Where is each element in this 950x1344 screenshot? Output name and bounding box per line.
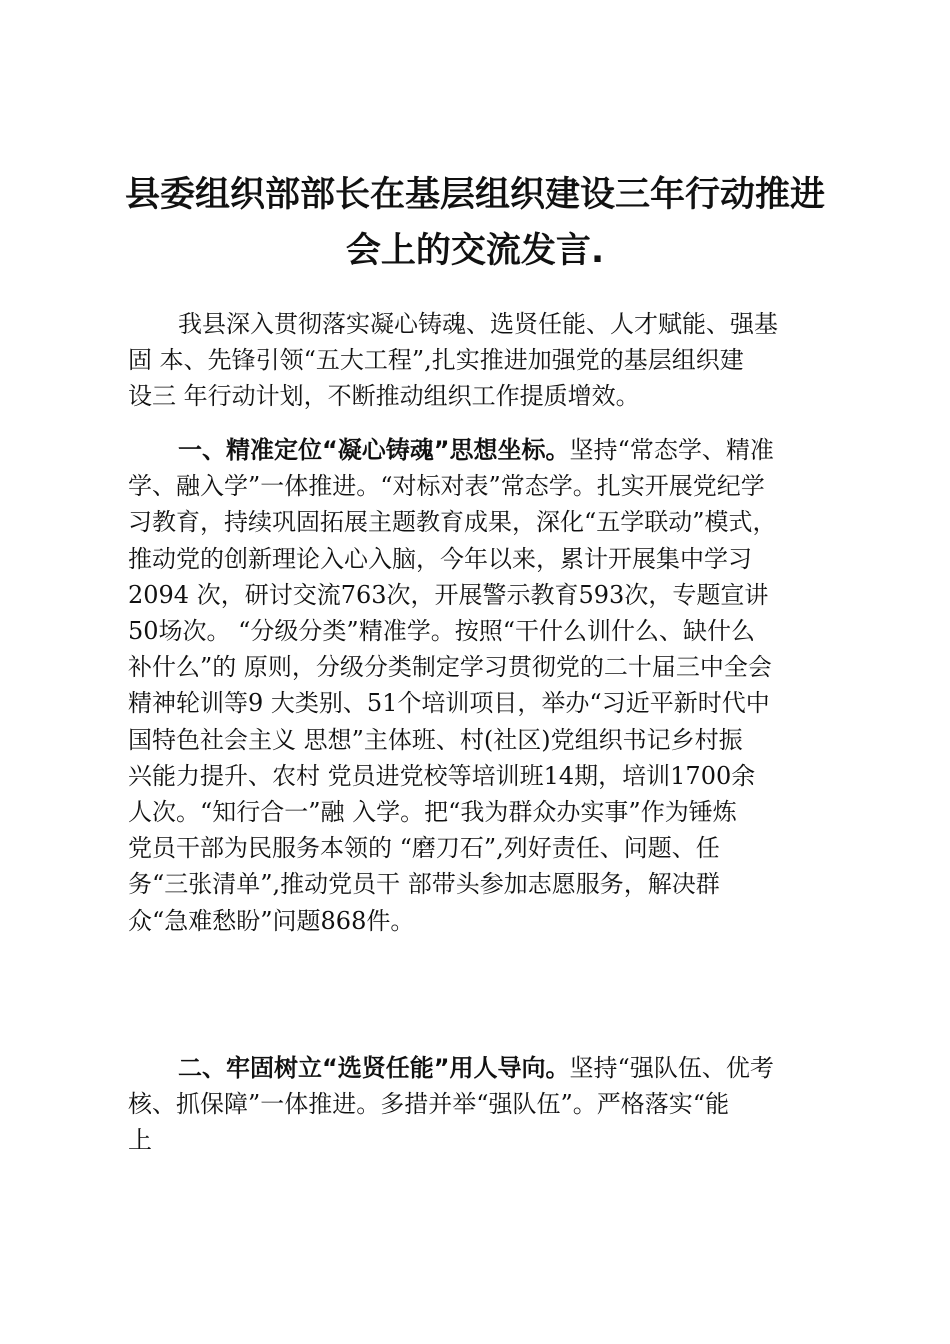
paragraph-line: 我县深入贯彻落实凝心铸魂、选贤任能、人才赋能、强基 xyxy=(178,310,778,338)
paragraph-line: 兴能力提升、农村 党员进党校等培训班14期，培训1700余 xyxy=(128,761,756,790)
paragraph-line: 党员干部为民服务本领的 “磨刀石”,列好责任、问题、任 xyxy=(128,834,720,863)
paragraph-line: 务“三张清单”,推动党员干 部带头参加志愿服务，解决群 xyxy=(128,870,720,899)
paragraph-line: 国特色社会主义 思想”主体班、村(社区)党组织书记乡村振 xyxy=(128,725,743,754)
section-2-paragraph xyxy=(128,1050,836,1159)
section-heading: 二、牢固树立“选贤任能”用人导向。 xyxy=(178,1054,570,1082)
paragraph-line xyxy=(128,1050,836,1086)
paragraph-line: 2094 次，研讨交流763次，开展警示教育593次，专题宣讲 xyxy=(128,580,769,609)
paragraph-line: 学、融入学”一体推进。“对标对表”常态学。扎实开展党纪学 xyxy=(128,472,765,501)
paragraph-line: 固 本、先锋引领“五大工程”,扎实推进加强党的基层组织建 xyxy=(128,346,744,375)
paragraph-line: 上 xyxy=(128,1126,152,1155)
document-title xyxy=(110,167,840,279)
title-line: 会上的交流发言. xyxy=(345,231,605,271)
intro-paragraph xyxy=(128,306,836,415)
paragraph-text: 坚持“常态学、精准 xyxy=(569,436,774,464)
section-heading: 一、精准定位“凝心铸魂”思想坐标。 xyxy=(178,436,570,464)
paragraph-text: 坚持“强队伍、优考 xyxy=(569,1054,774,1082)
paragraph-line: 精神轮训等9 大类别、51个培训项目，举办“习近平新时代中 xyxy=(128,689,770,718)
paragraph-line: 人次。“知行合一”融 入学。把“我为群众办实事”作为锤炼 xyxy=(128,798,737,827)
paragraph-line xyxy=(128,432,836,468)
paragraph-line: 50场次。 “分级分类”精准学。按照“干什么训什么、缺什么 xyxy=(128,617,755,646)
paragraph-line: 众“急难愁盼”问题868件。 xyxy=(128,906,415,935)
paragraph-line: 核、抓保障”一体推进。多措并举“强队伍”。严格落实“能 xyxy=(128,1090,730,1119)
title-line: 县委组织部部长在基层组织建设三年行动推进 xyxy=(124,175,825,215)
paragraph-line: 设三 年行动计划，不断推动组织工作提质增效。 xyxy=(128,382,640,411)
section-1-paragraph xyxy=(128,432,836,939)
paragraph-line: 推动党的创新理论入心入脑，今年以来，累计开展集中学习 xyxy=(128,544,752,573)
paragraph-line: 补什么”的 原则，分级分类制定学习贯彻党的二十届三中全会 xyxy=(128,653,772,682)
paragraph-line: 习教育，持续巩固拓展主题教育成果，深化“五学联动”模式， xyxy=(128,508,777,537)
